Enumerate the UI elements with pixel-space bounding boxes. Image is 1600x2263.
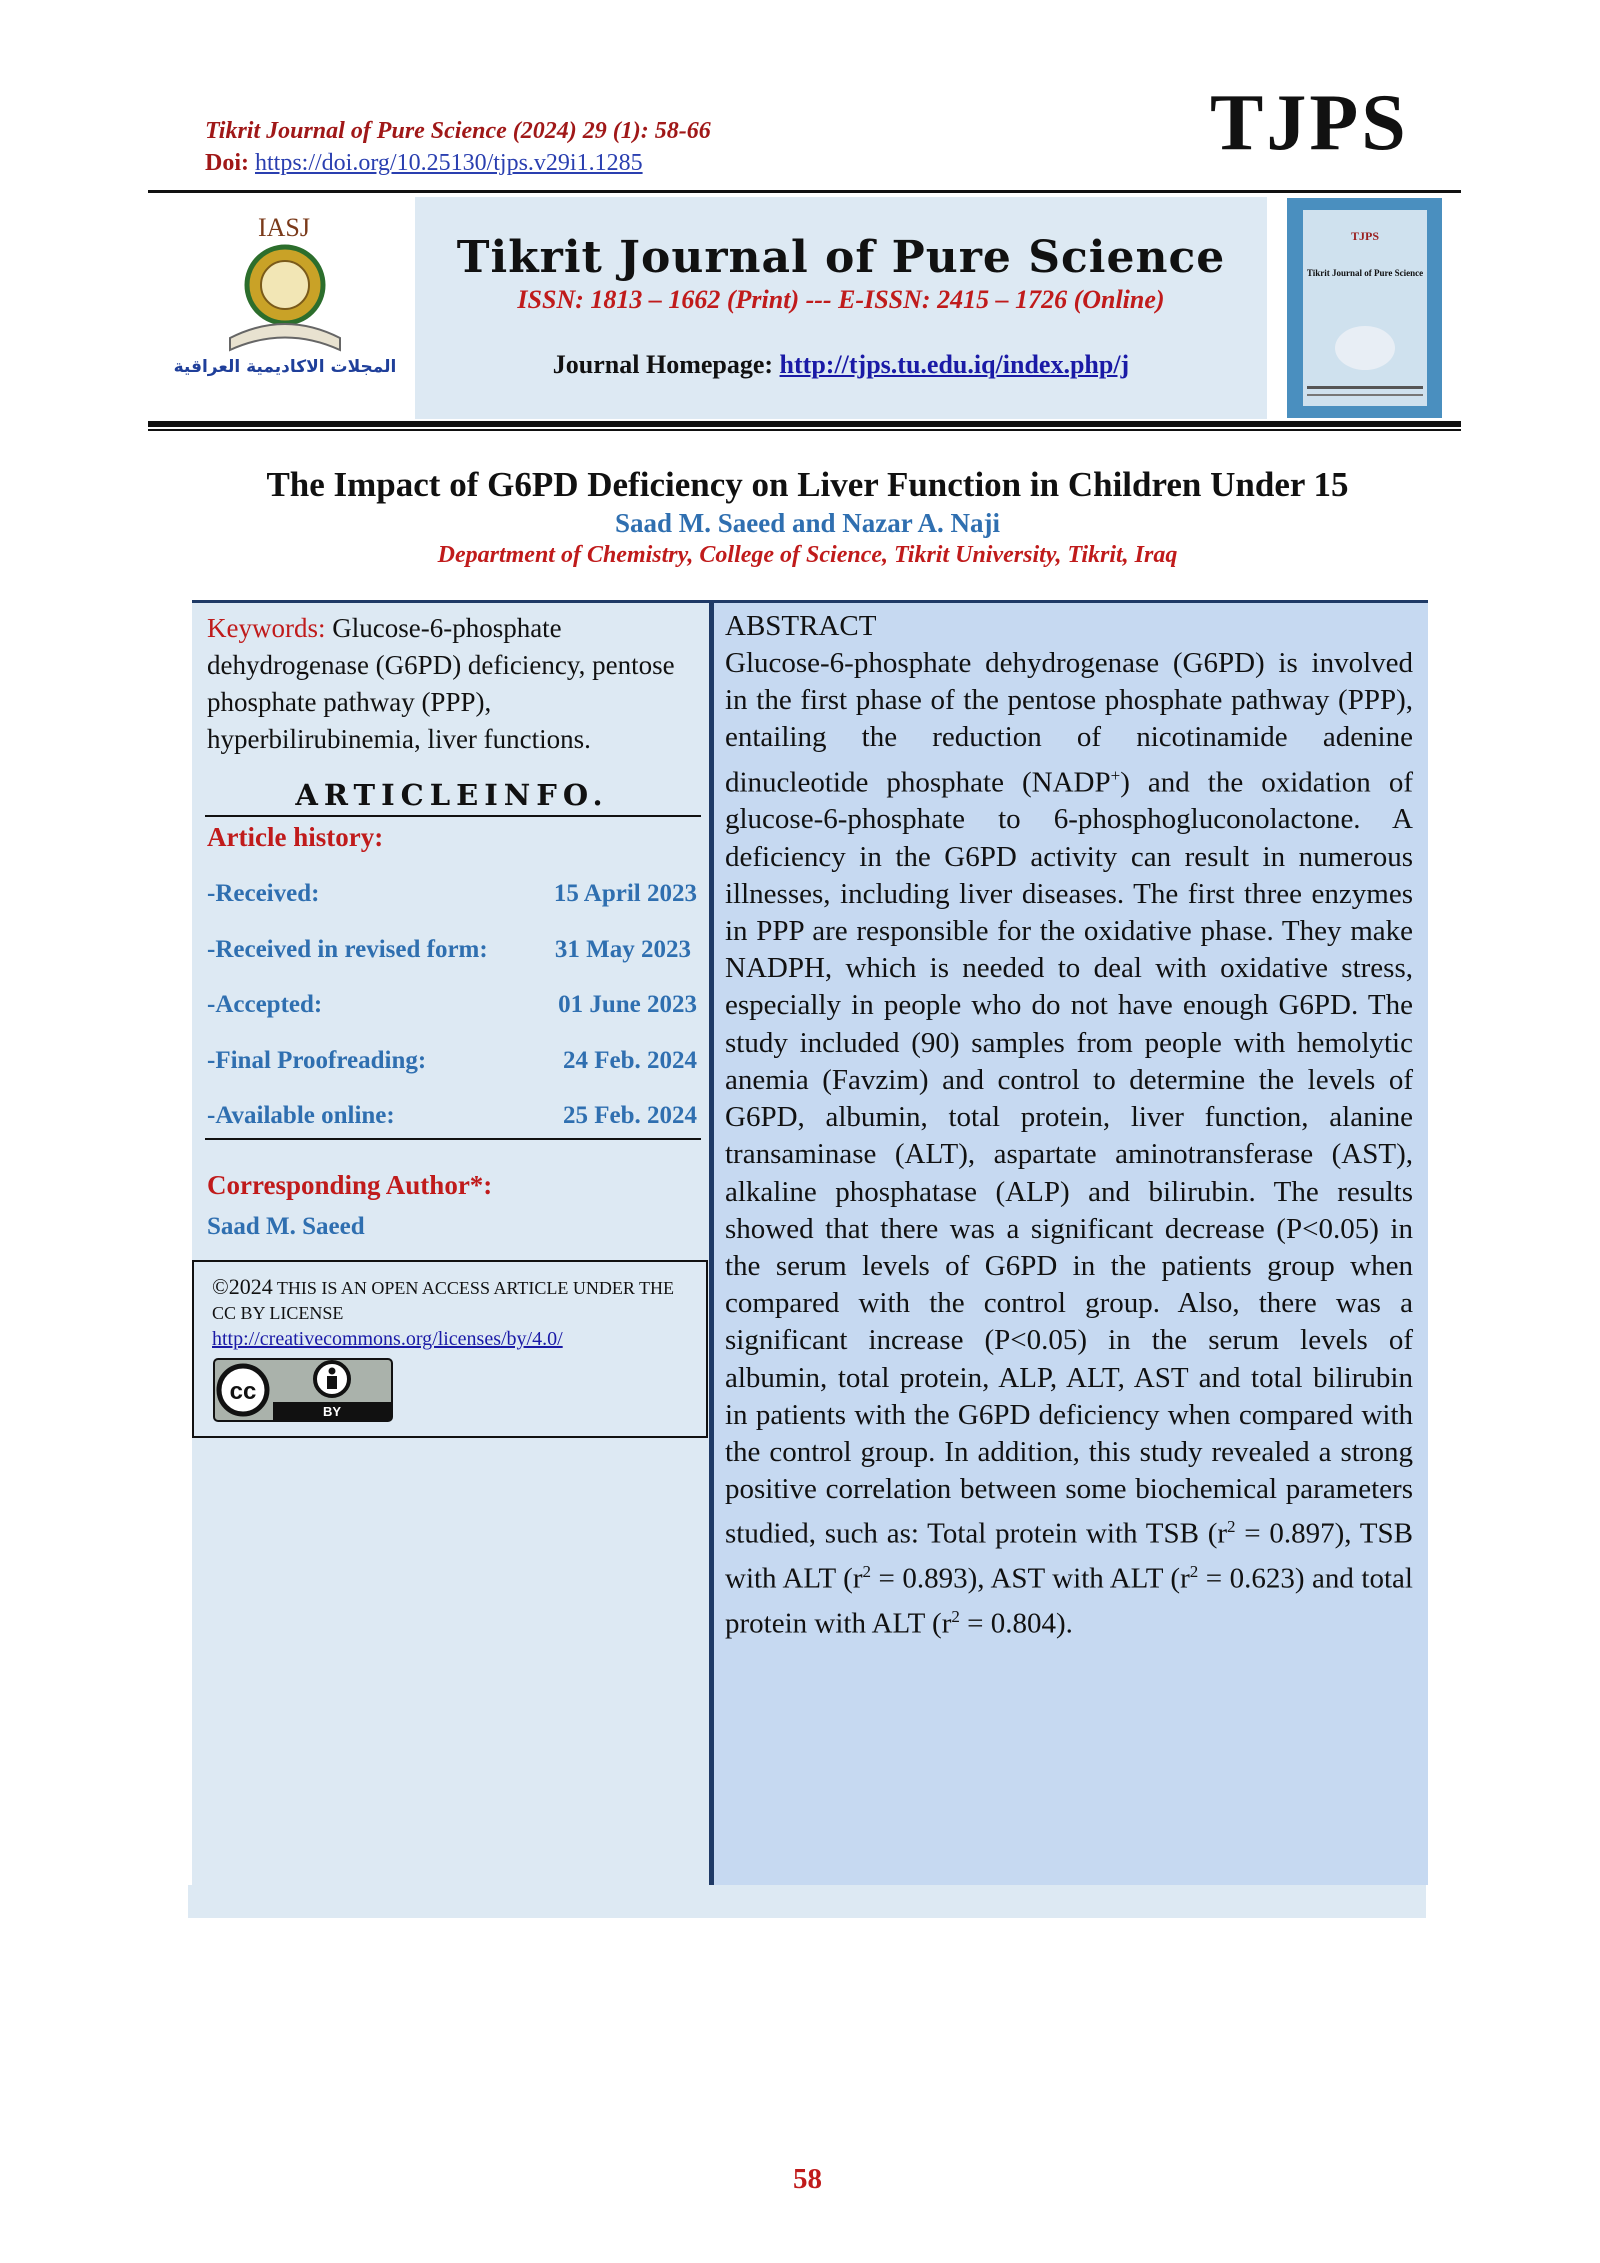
iasj-logo-caption: IASJ [257, 213, 311, 242]
history-row-label: -Final Proofreading: [207, 1047, 427, 1074]
history-row-label: -Received: [207, 880, 320, 907]
article-info-heading: ARTICLEINFO. [295, 778, 609, 812]
history-row-proofreading [207, 1047, 697, 1075]
cc-by-badge [213, 1358, 393, 1422]
corresponding-author-name: Saad M. Saeed [207, 1213, 365, 1240]
banner-rule-thick [148, 421, 1461, 427]
header-rule [148, 190, 1461, 193]
history-row-available [207, 1102, 697, 1130]
abstract-part: = 0.897), TSB with ALT (r [725, 1517, 1413, 1595]
article-info-rule [205, 815, 701, 817]
journal-title: Tikrit Journal of Pure Science [456, 232, 1226, 283]
iasj-logo [160, 210, 410, 380]
doi-label: Doi: [205, 150, 249, 176]
homepage-line [415, 350, 1267, 380]
homepage-link[interactable]: http://tjps.tu.edu.iq/index.php/j [779, 350, 1130, 379]
iasj-logo-arabic: المجلات الاكاديمية العراقية [173, 357, 397, 377]
history-row-label: -Received in revised form: [207, 936, 488, 963]
abstract-part: = 0.623) and total protein with ALT (r [725, 1562, 1413, 1640]
svg-text:cc: cc [229, 1378, 257, 1405]
cc-badge-by: BY [322, 1404, 342, 1419]
journal-cover-title: Tikrit Journal of Pure Science [1306, 268, 1424, 278]
keywords [207, 610, 677, 758]
history-row-date: 01 June 2023 [558, 991, 697, 1018]
journal-cover-image [1287, 198, 1442, 418]
history-row-date: 31 May 2023 [554, 936, 691, 963]
abstract-text [725, 645, 1413, 1643]
license-text [212, 1274, 692, 1326]
abstract-superscript: 2 [1227, 1517, 1236, 1537]
homepage-label: Journal Homepage: [552, 350, 774, 379]
panel-top-rule [192, 600, 1428, 603]
keywords-text: Glucose-6-phosphate dehydrogenase (G6PD) deficiency, pentose phosphate pathway (PPP), hyperbilirubinemia, liver functions. [207, 613, 675, 754]
abstract-superscript: + [1110, 765, 1121, 785]
journal-cover-tag: TJPS [1350, 229, 1380, 243]
abstract-superscript: 2 [862, 1562, 871, 1582]
license-statement: THIS IS AN OPEN ACCESS ARTICLE UNDER THE CC BY LICENSE [212, 1278, 675, 1323]
article-history-label: Article history: [207, 822, 384, 852]
history-row-date: 25 Feb. 2024 [562, 1102, 697, 1129]
history-row-received [207, 880, 697, 908]
article-title: The Impact of G6PD Deficiency on Liver Function in Children Under 15 [266, 465, 1349, 504]
abstract-heading: ABSTRACT [725, 610, 877, 642]
doi-line [205, 150, 643, 177]
doi-link[interactable]: https://doi.org/10.25130/tjps.v29i1.1285 [255, 150, 643, 176]
history-row-label: -Accepted: [207, 991, 323, 1018]
keywords-label: Keywords: [207, 613, 326, 643]
article-authors: Saad M. Saeed and Nazar A. Naji [614, 508, 1001, 538]
corresponding-author-label: Corresponding Author*: [207, 1170, 493, 1200]
license-year: ©2024 [212, 1274, 273, 1299]
abstract-part: ) and the oxidation of glucose-6-phosphate to 6-phosphogluconolactone. A deficiency in the G6PD activity can result in numerous illnesses, including liver diseases. The first three enzymes in PPP are responsible for the oxidative phase. They make NADPH, which is needed to deal with oxidative stress, especially in people who do not have enough G6PD. The study included (90) samples from people with hemolytic anemia (Favzim) and control to determine the levels of G6PD, albumin, total protein, liver function, alanine transaminase (ALT), aspartate aminotransferase (AST), alkaline phosphatase (ALP) and bilirubin. The results showed that there was a significant decrease (P<0.05) in the serum levels of G6PD in the patients group when compared with the control group. Also, there was a significant increase (P<0.05) in the serum levels of albumin, total protein, ALP, ALT, AST and total bilirubin in patients with the G6PD deficiency when compared with the control group. In addition, this study revealed a strong positive correlation between some biochemical parameters studied, such as: Total protein with TSB (r [725, 766, 1413, 1550]
issn-line: ISSN: 1813 – 1662 (Print) --- E-ISSN: 2415 – 1726 (Online) [517, 285, 1165, 314]
article-affiliation: Department of Chemistry, College of Science, Tikrit University, Tikrit, Iraq [437, 542, 1178, 568]
journal-acronym: TJPS [1210, 79, 1409, 167]
history-row-revised [207, 936, 697, 964]
panel-bottom-strip [188, 1885, 1426, 1918]
abstract-part: = 0.804). [959, 1607, 1073, 1640]
abstract-superscript: 2 [1189, 1562, 1199, 1582]
abstract-part: Glucose-6-phosphate dehydrogenase (G6PD) is involved in the first phase of the pentose phosphate pathway (PPP), entailing the reduction of nicotinamide adenine dinucleotide phosphate (NADP [725, 647, 1413, 799]
abstract-part: = 0.893), AST with ALT (r [871, 1562, 1190, 1595]
license-link[interactable]: http://creativecommons.org/licenses/by/4.0/ [212, 1328, 563, 1350]
banner-rule-thin [148, 429, 1461, 431]
history-row-date: 15 April 2023 [553, 880, 697, 907]
history-row-date: 24 Feb. 2024 [562, 1047, 697, 1074]
abstract-superscript: 2 [951, 1607, 960, 1627]
history-row-accepted [207, 991, 697, 1019]
history-row-label: -Available online: [207, 1102, 395, 1129]
page-number: 58 [793, 2163, 822, 2195]
journal-reference: Tikrit Journal of Pure Science (2024) 29 (1): 58-66 [205, 118, 711, 144]
article-history-rule [205, 1138, 701, 1140]
